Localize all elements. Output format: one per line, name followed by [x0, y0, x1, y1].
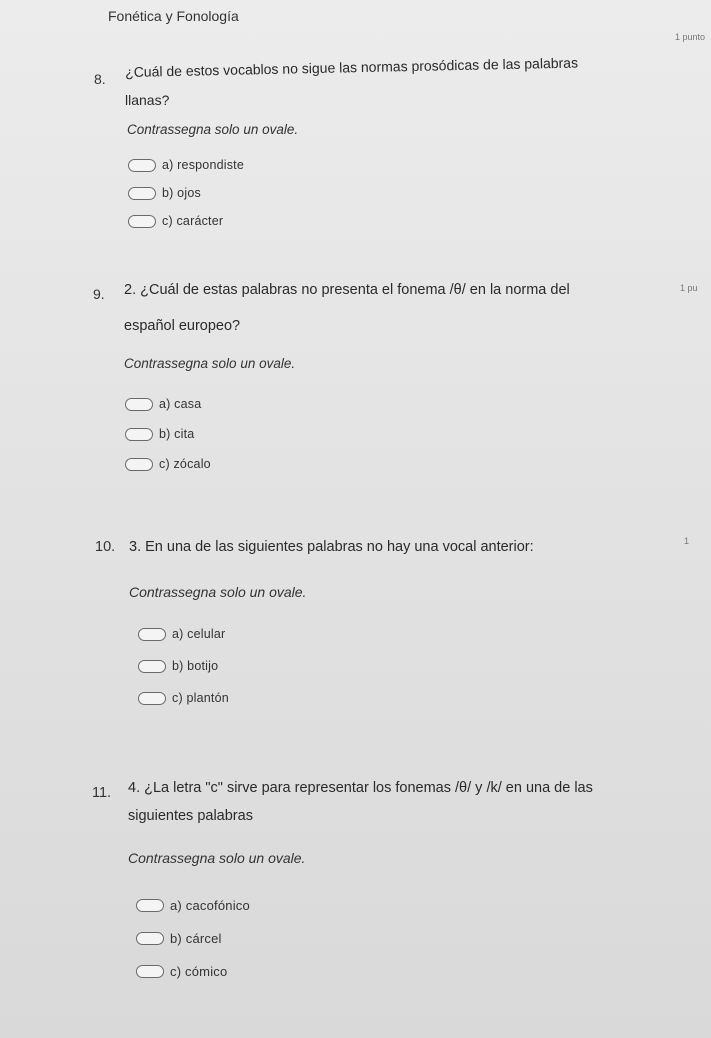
- option-a[interactable]: [138, 627, 225, 641]
- option-c[interactable]: [138, 691, 229, 705]
- radio-oval[interactable]: [138, 660, 166, 673]
- radio-oval[interactable]: [125, 398, 153, 411]
- points-label: 1: [684, 536, 690, 546]
- option-label: b) botijo: [172, 659, 219, 673]
- option-a[interactable]: [125, 397, 201, 411]
- option-label: c) carácter: [162, 214, 224, 228]
- radio-oval[interactable]: [125, 428, 153, 441]
- radio-oval[interactable]: [136, 965, 164, 978]
- option-b[interactable]: [125, 427, 194, 441]
- instruction-hint: Contrassegna solo un ovale.: [129, 584, 307, 600]
- option-c[interactable]: [125, 457, 211, 471]
- question-text: 2. ¿Cuál de estas palabras no presenta el fonema /θ/ en la norma del: [124, 282, 570, 298]
- points-label: 1 punto: [675, 32, 706, 42]
- radio-oval[interactable]: [128, 159, 156, 172]
- radio-oval[interactable]: [136, 932, 164, 945]
- option-label: a) respondiste: [162, 158, 245, 172]
- question-text-cont: siguientes palabras: [128, 808, 253, 824]
- points-label: 1 pu: [680, 283, 698, 293]
- option-label: b) cita: [159, 427, 195, 441]
- question-text-cont: llanas?: [125, 92, 170, 108]
- question-text-cont: español europeo?: [124, 318, 241, 334]
- question-number: 8.: [94, 71, 106, 87]
- radio-oval[interactable]: [128, 215, 156, 228]
- option-label: a) casa: [159, 397, 202, 411]
- radio-oval[interactable]: [138, 628, 166, 641]
- option-c[interactable]: [128, 214, 223, 228]
- radio-oval[interactable]: [138, 692, 166, 705]
- option-label: c) plantón: [172, 691, 229, 705]
- question-text: ¿Cuál de estos vocablos no sigue las normas prosódicas de las palabras: [125, 54, 579, 80]
- option-label: a) cacofónico: [170, 898, 250, 913]
- radio-oval[interactable]: [125, 458, 153, 471]
- question-number: 9.: [93, 286, 105, 302]
- option-label: b) cárcel: [170, 931, 222, 946]
- option-label: c) cómico: [170, 964, 228, 979]
- question-number: 11.: [92, 785, 112, 801]
- instruction-hint: Contrassegna solo un ovale.: [124, 356, 296, 371]
- instruction-hint: Contrassegna solo un ovale.: [128, 850, 306, 866]
- option-c[interactable]: [136, 964, 227, 979]
- option-b[interactable]: [136, 931, 222, 946]
- radio-oval[interactable]: [128, 187, 156, 200]
- option-a[interactable]: [128, 158, 244, 172]
- question-text: 4. ¿La letra "c" sirve para representar los fonemas /θ/ y /k/ en una de las: [128, 780, 593, 796]
- question-text: 3. En una de las siguientes palabras no hay una vocal anterior:: [129, 539, 534, 555]
- radio-oval[interactable]: [136, 899, 164, 912]
- option-a[interactable]: [136, 898, 250, 913]
- option-label: c) zócalo: [159, 457, 211, 471]
- option-label: b) ojos: [162, 186, 201, 200]
- option-label: a) celular: [172, 627, 226, 641]
- question-number: 10.: [95, 539, 116, 555]
- option-b[interactable]: [128, 186, 201, 200]
- section-title: Fonética y Fonología: [108, 8, 239, 24]
- instruction-hint: Contrassegna solo un ovale.: [127, 122, 299, 137]
- option-b[interactable]: [138, 659, 218, 673]
